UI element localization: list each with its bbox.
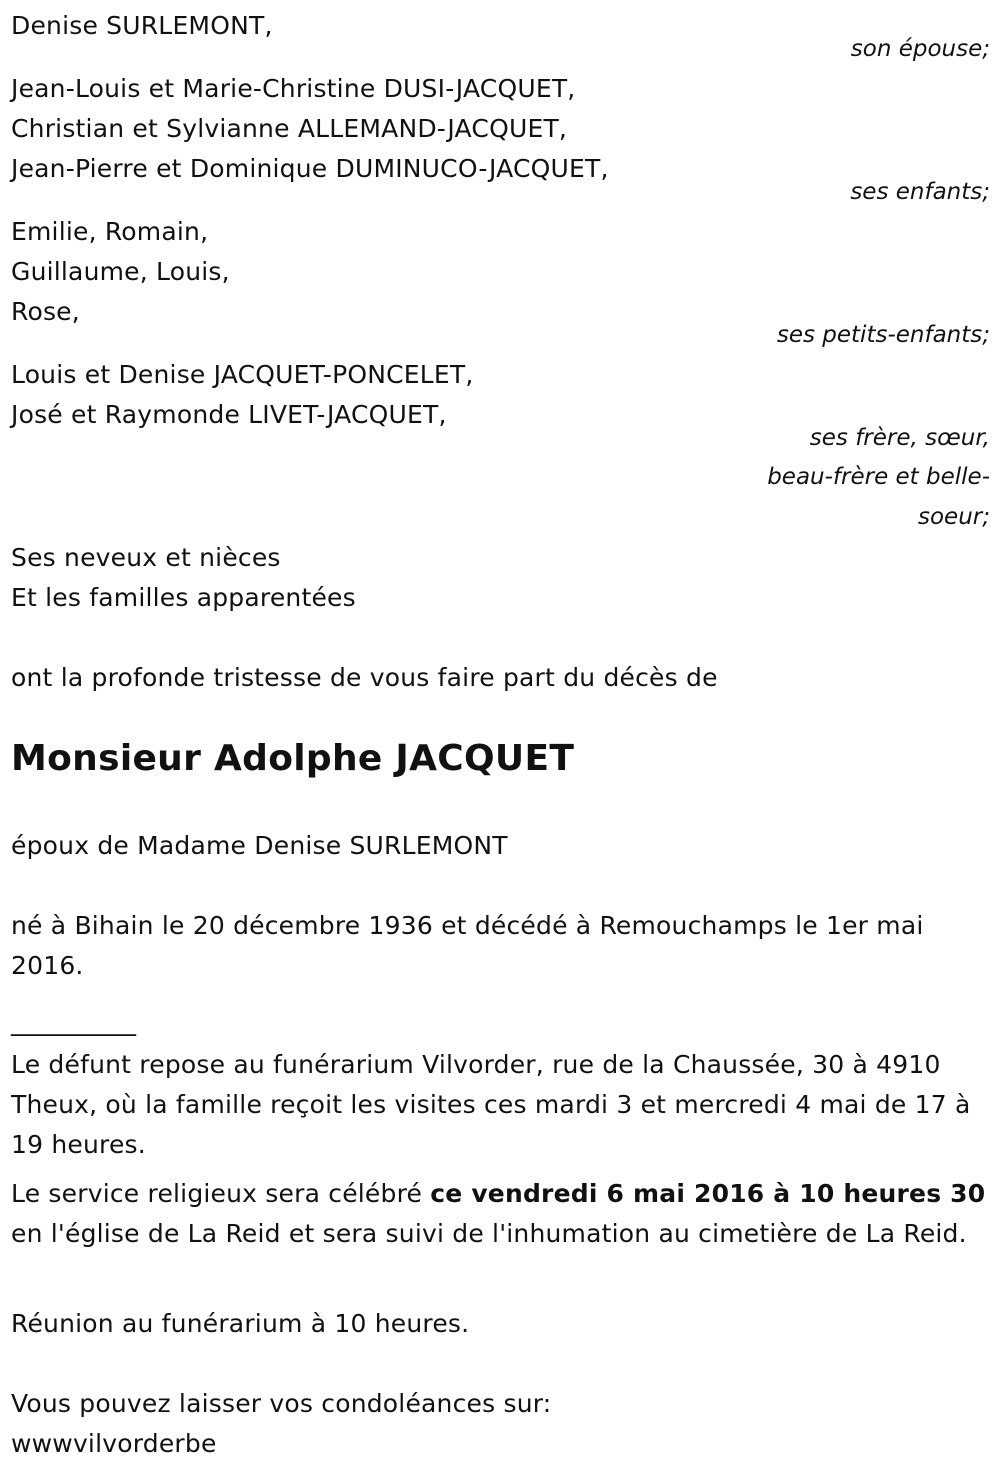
siblings-role-line: soeur; — [918, 504, 990, 530]
service-text — [11, 1174, 990, 1254]
meeting-text: Réunion au funérarium à 10 heures. — [11, 1309, 470, 1338]
child-name: Jean-Louis et Marie-Christine DUSI-JACQUET, — [11, 74, 576, 103]
announcement-text: ont la profonde tristesse de vous faire part du décès de — [11, 663, 718, 692]
condolences-label: Vous pouvez laisser vos condoléances sur: — [11, 1389, 552, 1418]
child-name: Jean-Pierre et Dominique DUMINUCO-JACQUET, — [11, 154, 609, 183]
other-relatives: Et les familles apparentées — [11, 583, 356, 612]
spouse-of-text: époux de Madame Denise SURLEMONT — [11, 831, 508, 860]
other-relatives: Ses neveux et nièces — [11, 543, 281, 572]
siblings-role-line: beau-frère et belle- — [767, 464, 990, 490]
grandchild-name: Rose, — [11, 297, 80, 326]
grandchildren-role: ses petits-enfants; — [776, 322, 990, 348]
service-date: ce vendredi 6 mai 2016 à 10 heures 30 — [430, 1179, 986, 1208]
birth-death-text: né à Bihain le 20 décembre 1936 et décédé à Remouchamps le 1er mai 2016. — [11, 911, 924, 980]
service-suffix: en l'église de La Reid et sera suivi de l'inhumation au cimetière de La Reid. — [11, 1219, 967, 1248]
separator-line: __________ — [11, 1007, 136, 1036]
obituary-notice — [11, 0, 990, 1474]
condolences-website-link[interactable]: wwwvilvorderbe — [11, 1429, 217, 1458]
spouse-name: Denise SURLEMONT, — [11, 11, 273, 40]
deceased-name: Monsieur Adolphe JACQUET — [11, 738, 575, 779]
sibling-name: Louis et Denise JACQUET-PONCELET, — [11, 360, 474, 389]
funeral-home-text: Le défunt repose au funérarium Vilvorder, rue de la Chaussée, 30 à 4910 Theux, où la famille reçoit les visites ces mardi 3 et mercredi 4 mai de 17 à 19 heures. — [11, 1050, 971, 1159]
grandchild-name: Emilie, Romain, — [11, 217, 209, 246]
service-prefix: Le service religieux sera célébré — [11, 1179, 431, 1208]
siblings-role-line: ses frère, sœur, — [809, 425, 990, 451]
children-role: ses enfants; — [850, 179, 990, 205]
spouse-role: son épouse; — [850, 36, 990, 62]
grandchild-name: Guillaume, Louis, — [11, 257, 230, 286]
child-name: Christian et Sylvianne ALLEMAND-JACQUET, — [11, 114, 568, 143]
sibling-name: José et Raymonde LIVET-JACQUET, — [11, 400, 447, 429]
